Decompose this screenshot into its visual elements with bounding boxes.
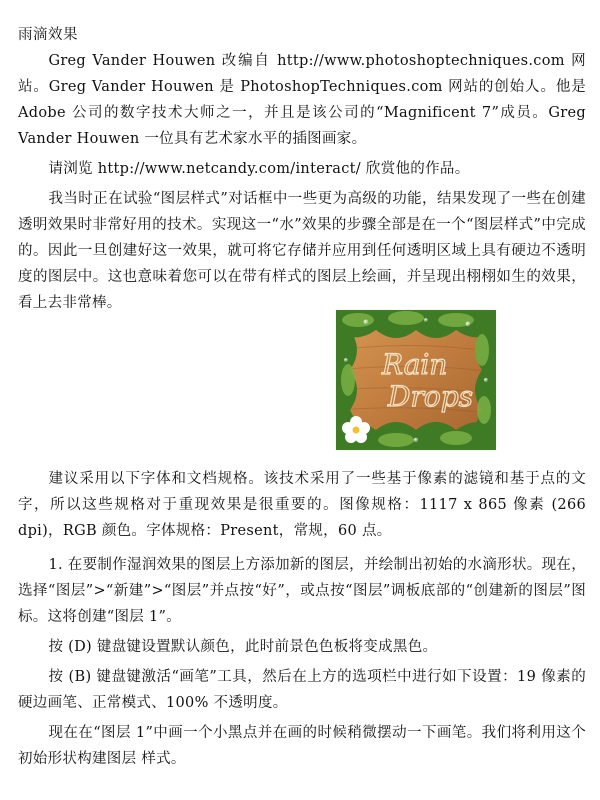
drops-lettering: Drops (388, 380, 473, 413)
rain-drops-image (336, 310, 496, 450)
paragraph-step-d-key: 按 (D) 键盘键设置默认颜色，此时前景色色板将变成黑色。 (48, 639, 438, 655)
paragraph-step-1: 1. 在要制作湿润效果的图层上方添加新的图层，并绘制出初始的水滴形状。现在，选择“图层”>“新建”>“图层”并点按“好”，或点按“图层”调板底部的“创建新的图层”图标。这将创建“图层 1”。 (18, 557, 586, 625)
paragraph-description: 我当时正在试验“图层样式”对话框中一些更为高级的功能，结果发现了一些在创建透明效果时非常好用的技术。实现这一“水”效果的步骤全部是在一个“图层样式”中完成的。因此一旦创建好这一效果，就可将它存储并应用到任何透明区域上具有硬边不透明度的图层中。这也意味着您可以在带有样式的图层上绘画，并呈现出栩栩如生的效果，看上去非常棒。 (18, 191, 586, 311)
paragraph-link: 请浏览 http://www.netcandy.com/interact/ 欣赏他的作品。 (48, 161, 470, 177)
paragraph-intro: Greg Vander Houwen 改编自 http://www.photoshoptechniques.com 网站。Greg Vander Houwen 是 PhotoshopTechniques.com 网站的创始人。他是 Adobe 公司的数字技术大师之一，并且是该公司的“Magnificent 7”成员。Greg Vander Houwen 一位具有艺术家水平的插图画家。 (18, 53, 586, 147)
paragraph-specs: 建议采用以下字体和文档规格。该技术采用了一些基于像素的滤镜和基于点的文字，所以这些规格对于重现效果是很重要的。图像规格：1117 x 865 像素 (266 dpi)，RGB 颜色。字体规格：Present，常规，60 点。 (18, 471, 586, 539)
rain-lettering: Rain (382, 348, 448, 381)
paragraph-step-b-key: 按 (B) 键盘键激活“画笔”工具，然后在上方的选项栏中进行如下设置：19 像素的硬边画笔、正常模式、100% 不透明度。 (18, 669, 586, 711)
paragraph-step-draw: 现在在“图层 1”中画一个小黑点并在画的时候稍微摆动一下画笔。我们将利用这个初始形状构建图层 样式。 (18, 725, 586, 767)
page-title: 雨滴效果 (18, 27, 78, 43)
rain-drops-illustration (336, 310, 496, 450)
